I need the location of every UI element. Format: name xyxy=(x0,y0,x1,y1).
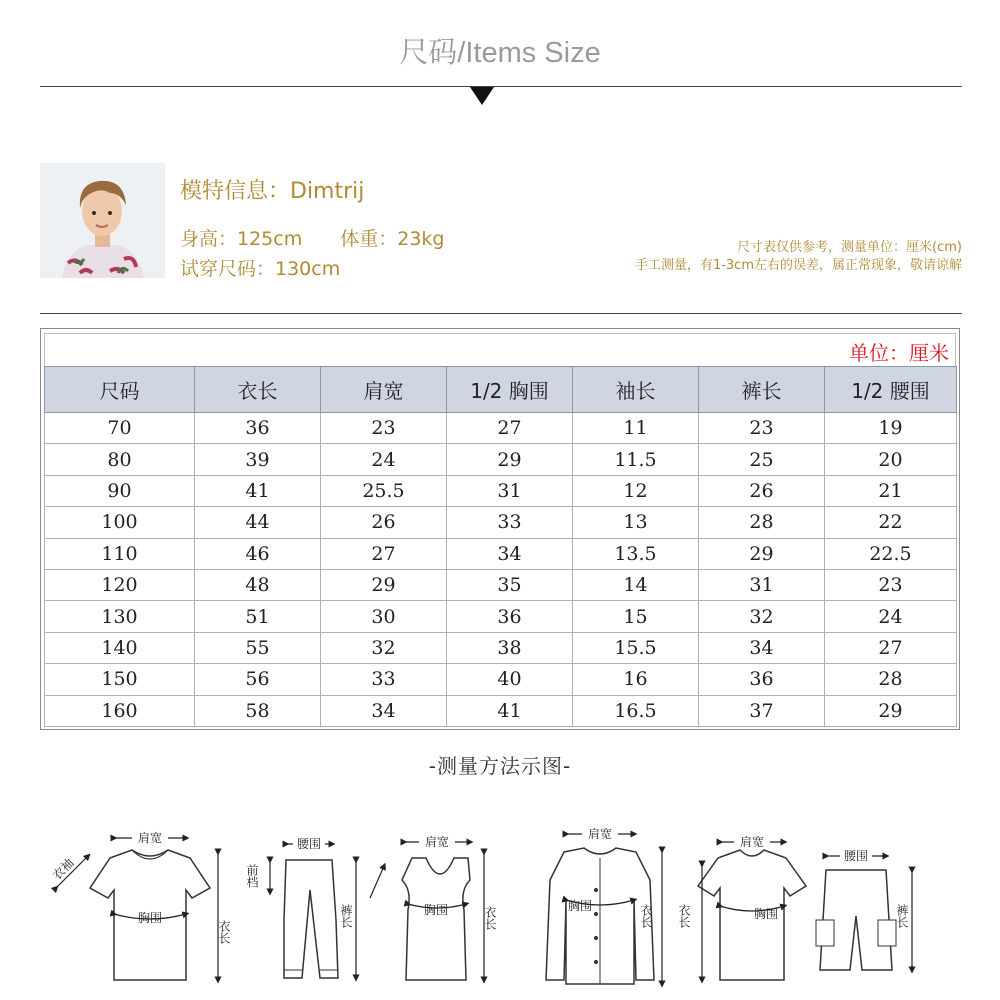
table-cell: 21 xyxy=(825,475,957,506)
header-half-waist: 1/2 腰围 xyxy=(825,367,957,413)
model-weight: 体重：23kg xyxy=(340,228,445,250)
table-cell: 29 xyxy=(447,444,573,475)
table-cell: 100 xyxy=(45,507,195,538)
table-row xyxy=(45,569,957,600)
table-cell: 28 xyxy=(825,664,957,695)
table-cell: 40 xyxy=(447,664,573,695)
table-cell: 56 xyxy=(195,664,321,695)
unit-row xyxy=(44,333,956,366)
measurement-method-title: -测量方法示图- xyxy=(428,754,572,778)
table-cell: 11.5 xyxy=(573,444,699,475)
shoulder-label: 肩宽 xyxy=(137,831,163,845)
table-cell: 120 xyxy=(45,569,195,600)
table-cell: 12 xyxy=(573,475,699,506)
sleeve-label: 衣袖 xyxy=(49,855,77,883)
tank-length-label: 衣长 xyxy=(483,906,497,930)
table-cell: 25.5 xyxy=(321,475,447,506)
table-cell: 11 xyxy=(573,413,699,444)
table-cell: 140 xyxy=(45,632,195,663)
table-cell: 15.5 xyxy=(573,632,699,663)
table-row xyxy=(45,507,957,538)
model-measurements xyxy=(180,224,444,251)
table-cell: 51 xyxy=(195,601,321,632)
table-row xyxy=(45,664,957,695)
table-cell: 20 xyxy=(825,444,957,475)
top-divider xyxy=(40,86,962,87)
table-cell: 90 xyxy=(45,475,195,506)
model-avatar xyxy=(40,163,165,278)
table-cell: 15 xyxy=(573,601,699,632)
table-cell: 48 xyxy=(195,569,321,600)
size-table-container xyxy=(40,328,960,730)
table-cell: 16.5 xyxy=(573,695,699,726)
table-cell: 36 xyxy=(195,413,321,444)
table-cell: 24 xyxy=(825,601,957,632)
table-cell: 27 xyxy=(321,538,447,569)
table-cell: 70 xyxy=(45,413,195,444)
table-cell: 13.5 xyxy=(573,538,699,569)
jacket-shoulder-label: 肩宽 xyxy=(587,827,613,841)
table-cell: 23 xyxy=(321,413,447,444)
table-cell: 16 xyxy=(573,664,699,695)
unit-label: 单位：厘米 xyxy=(849,341,949,365)
size-note-tolerance: 手工测量，有1-3cm左右的误差，属正常现象，敬请谅解 xyxy=(634,258,962,273)
table-cell: 41 xyxy=(447,695,573,726)
table-row xyxy=(45,695,957,726)
table-cell: 22 xyxy=(825,507,957,538)
table-cell: 110 xyxy=(45,538,195,569)
table-cell: 29 xyxy=(825,695,957,726)
model-name: 模特信息：Dimtrij xyxy=(180,179,365,204)
header-pants-length: 裤长 xyxy=(699,367,825,413)
table-cell: 32 xyxy=(321,632,447,663)
table-cell: 31 xyxy=(447,475,573,506)
table-cell: 58 xyxy=(195,695,321,726)
table-row xyxy=(45,538,957,569)
middle-divider xyxy=(40,313,962,314)
set-diagram xyxy=(677,834,912,980)
table-cell: 27 xyxy=(825,632,957,663)
table-row xyxy=(45,444,957,475)
size-table xyxy=(44,366,957,727)
jacket-diagram xyxy=(546,826,662,984)
header-shoulder: 肩宽 xyxy=(321,367,447,413)
table-cell: 38 xyxy=(447,632,573,663)
tshirt-diagram xyxy=(49,830,231,980)
header-size: 尺码 xyxy=(45,367,195,413)
table-row xyxy=(45,475,957,506)
tank-shoulder-label: 肩宽 xyxy=(424,835,450,849)
table-cell: 36 xyxy=(699,664,825,695)
table-cell: 150 xyxy=(45,664,195,695)
table-cell: 36 xyxy=(447,601,573,632)
size-note-reference: 尺寸表仅供参考，测量单位：厘米(cm) xyxy=(737,240,962,255)
table-cell: 160 xyxy=(45,695,195,726)
front-rise-label: 前档 xyxy=(245,864,259,888)
header-half-chest: 1/2 胸围 xyxy=(447,367,573,413)
table-cell: 34 xyxy=(447,538,573,569)
table-cell: 26 xyxy=(321,507,447,538)
page-title: 尺码/Items Size xyxy=(399,37,601,69)
table-cell: 39 xyxy=(195,444,321,475)
table-cell: 23 xyxy=(825,569,957,600)
table-cell: 31 xyxy=(699,569,825,600)
down-arrow-icon xyxy=(470,87,494,105)
chest-label: 胸围 xyxy=(137,911,163,925)
table-cell: 28 xyxy=(699,507,825,538)
table-cell: 32 xyxy=(699,601,825,632)
table-cell: 25 xyxy=(699,444,825,475)
header-sleeve: 袖长 xyxy=(573,367,699,413)
pants-length-label: 裤长 xyxy=(339,904,353,928)
table-cell: 29 xyxy=(699,538,825,569)
table-cell: 44 xyxy=(195,507,321,538)
table-cell: 33 xyxy=(447,507,573,538)
table-cell: 34 xyxy=(321,695,447,726)
table-cell: 30 xyxy=(321,601,447,632)
table-header-row xyxy=(45,367,957,413)
set-pants-length-label: 裤长 xyxy=(895,904,909,928)
table-cell: 19 xyxy=(825,413,957,444)
table-cell: 37 xyxy=(699,695,825,726)
set-chest-label: 胸围 xyxy=(753,907,779,921)
table-cell: 22.5 xyxy=(825,538,957,569)
table-cell: 34 xyxy=(699,632,825,663)
table-row xyxy=(45,601,957,632)
set-waist-label: 腰围 xyxy=(843,849,869,863)
model-height: 身高：125cm xyxy=(180,228,303,250)
measurement-diagrams xyxy=(40,820,965,992)
table-cell: 33 xyxy=(321,664,447,695)
table-cell: 13 xyxy=(573,507,699,538)
table-cell: 130 xyxy=(45,601,195,632)
table-cell: 26 xyxy=(699,475,825,506)
table-cell: 14 xyxy=(573,569,699,600)
jacket-length-label: 衣长 xyxy=(639,904,653,928)
table-cell: 27 xyxy=(447,413,573,444)
waist-label: 腰围 xyxy=(296,837,322,851)
table-row xyxy=(45,413,957,444)
table-cell: 24 xyxy=(321,444,447,475)
set-shoulder-label: 肩宽 xyxy=(739,835,765,849)
table-cell: 46 xyxy=(195,538,321,569)
table-cell: 41 xyxy=(195,475,321,506)
table-cell: 35 xyxy=(447,569,573,600)
table-row xyxy=(45,632,957,663)
tank-top-diagram xyxy=(402,834,497,980)
table-cell: 80 xyxy=(45,444,195,475)
table-cell: 29 xyxy=(321,569,447,600)
header-length: 衣长 xyxy=(195,367,321,413)
model-trial-size: 试穿尺码：130cm xyxy=(180,258,341,280)
pants-diagram xyxy=(245,837,384,978)
jacket-chest-label: 胸围 xyxy=(567,899,593,913)
tank-chest-label: 胸围 xyxy=(423,903,449,917)
length-label: 衣长 xyxy=(217,920,231,944)
table-cell: 23 xyxy=(699,413,825,444)
table-cell: 55 xyxy=(195,632,321,663)
set-length-label: 衣长 xyxy=(677,904,691,928)
